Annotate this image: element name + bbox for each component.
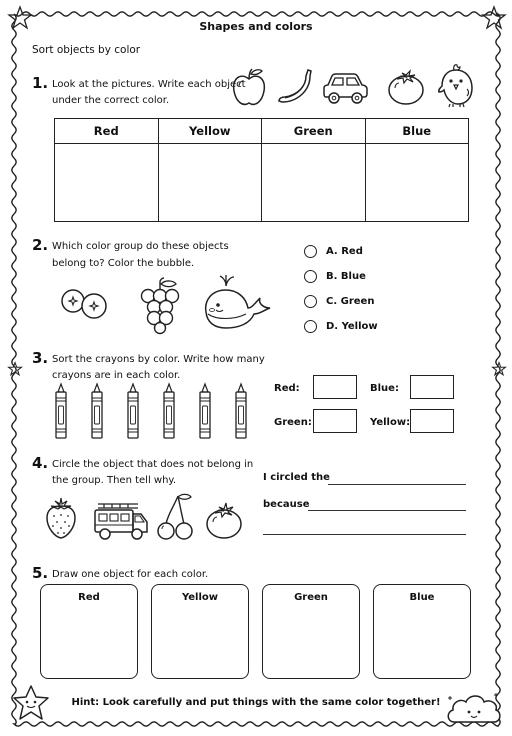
apple-icon xyxy=(230,66,268,108)
crayon-icon xyxy=(234,382,248,440)
draw-box-label-blue: Blue xyxy=(409,592,435,603)
car-icon xyxy=(320,72,370,106)
q2-number: 2. xyxy=(32,236,49,254)
color-sort-table xyxy=(54,118,469,222)
chick-icon xyxy=(436,62,476,108)
table-header-green: Green xyxy=(262,119,366,144)
page-title: Shapes and colors xyxy=(199,20,313,33)
q4-text-line2: the group. Then tell why. xyxy=(52,475,177,486)
count-box-green[interactable] xyxy=(313,409,357,433)
q3-text-line1: Sort the crayons by color. Write how many xyxy=(52,354,265,365)
draw-box-green[interactable] xyxy=(262,584,360,679)
count-box-yellow[interactable] xyxy=(410,409,454,433)
star-icon-left xyxy=(8,362,22,376)
fire-truck-icon xyxy=(92,500,150,542)
count-label-blue: Blue: xyxy=(370,383,399,394)
q1-text-line2: under the correct color. xyxy=(52,95,170,106)
count-box-red[interactable] xyxy=(313,375,357,399)
grapes-icon xyxy=(138,276,182,334)
circled-prompt: I circled the xyxy=(263,472,330,483)
option-b-bubble[interactable] xyxy=(304,270,317,283)
crayon-icon xyxy=(126,382,140,440)
circled-answer-line[interactable] xyxy=(328,484,466,485)
crayon-icon xyxy=(90,382,104,440)
banana-icon xyxy=(276,68,316,106)
crayon-icon xyxy=(54,382,68,440)
option-a-label: A. Red xyxy=(326,246,363,257)
q2-text-line2: belong to? Color the bubble. xyxy=(52,258,195,269)
whale-icon xyxy=(198,272,272,332)
because-prompt: because xyxy=(263,499,310,510)
count-label-green: Green: xyxy=(274,417,312,428)
table-header-red: Red xyxy=(55,119,159,144)
crayon-icon xyxy=(198,382,212,440)
option-c-label: C. Green xyxy=(326,296,375,307)
crayon-icon xyxy=(162,382,176,440)
option-c-bubble[interactable] xyxy=(304,295,317,308)
q3-text-line2: crayons are in each color. xyxy=(52,370,181,381)
hint-text: Hint: Look carefully and put things with the same color together! xyxy=(71,697,441,708)
draw-box-label-red: Red xyxy=(78,592,100,603)
smiling-cloud-icon xyxy=(444,690,504,726)
draw-box-red[interactable] xyxy=(40,584,138,679)
table-header-yellow: Yellow xyxy=(158,119,262,144)
q5-text: Draw one object for each color. xyxy=(52,569,209,580)
q4-number: 4. xyxy=(32,454,49,472)
q2-text-line1: Which color group do these objects xyxy=(52,241,229,252)
table-cell-blue[interactable] xyxy=(365,144,469,222)
q3-number: 3. xyxy=(32,349,49,367)
option-d-bubble[interactable] xyxy=(304,320,317,333)
reason-answer-line[interactable] xyxy=(263,534,466,535)
tomato-icon xyxy=(386,68,426,106)
blueberries-icon xyxy=(58,287,112,321)
table-cell-yellow[interactable] xyxy=(158,144,262,222)
draw-box-label-green: Green xyxy=(294,592,328,603)
table-cell-green[interactable] xyxy=(262,144,366,222)
tomato-icon-q4 xyxy=(204,500,244,540)
draw-box-label-yellow: Yellow xyxy=(181,592,219,603)
option-b-label: B. Blue xyxy=(326,271,366,282)
count-label-red: Red: xyxy=(274,383,300,394)
star-icon-right xyxy=(492,362,506,376)
page-subtitle: Sort objects by color xyxy=(32,44,141,56)
table-header-blue: Blue xyxy=(365,119,469,144)
q1-text-line1: Look at the pictures. Write each object xyxy=(52,79,246,90)
table-cell-red[interactable] xyxy=(55,144,159,222)
draw-box-blue[interactable] xyxy=(373,584,471,679)
cherries-icon xyxy=(156,492,194,542)
q5-number: 5. xyxy=(32,564,49,582)
q4-text-line1: Circle the object that does not belong in xyxy=(52,459,254,470)
count-box-blue[interactable] xyxy=(410,375,454,399)
because-answer-line[interactable] xyxy=(308,510,466,511)
count-label-yellow: Yellow: xyxy=(370,417,411,428)
option-a-bubble[interactable] xyxy=(304,245,317,258)
option-d-label: D. Yellow xyxy=(326,321,378,332)
strawberry-icon xyxy=(44,496,78,540)
q1-number: 1. xyxy=(32,74,49,92)
draw-box-yellow[interactable] xyxy=(151,584,249,679)
